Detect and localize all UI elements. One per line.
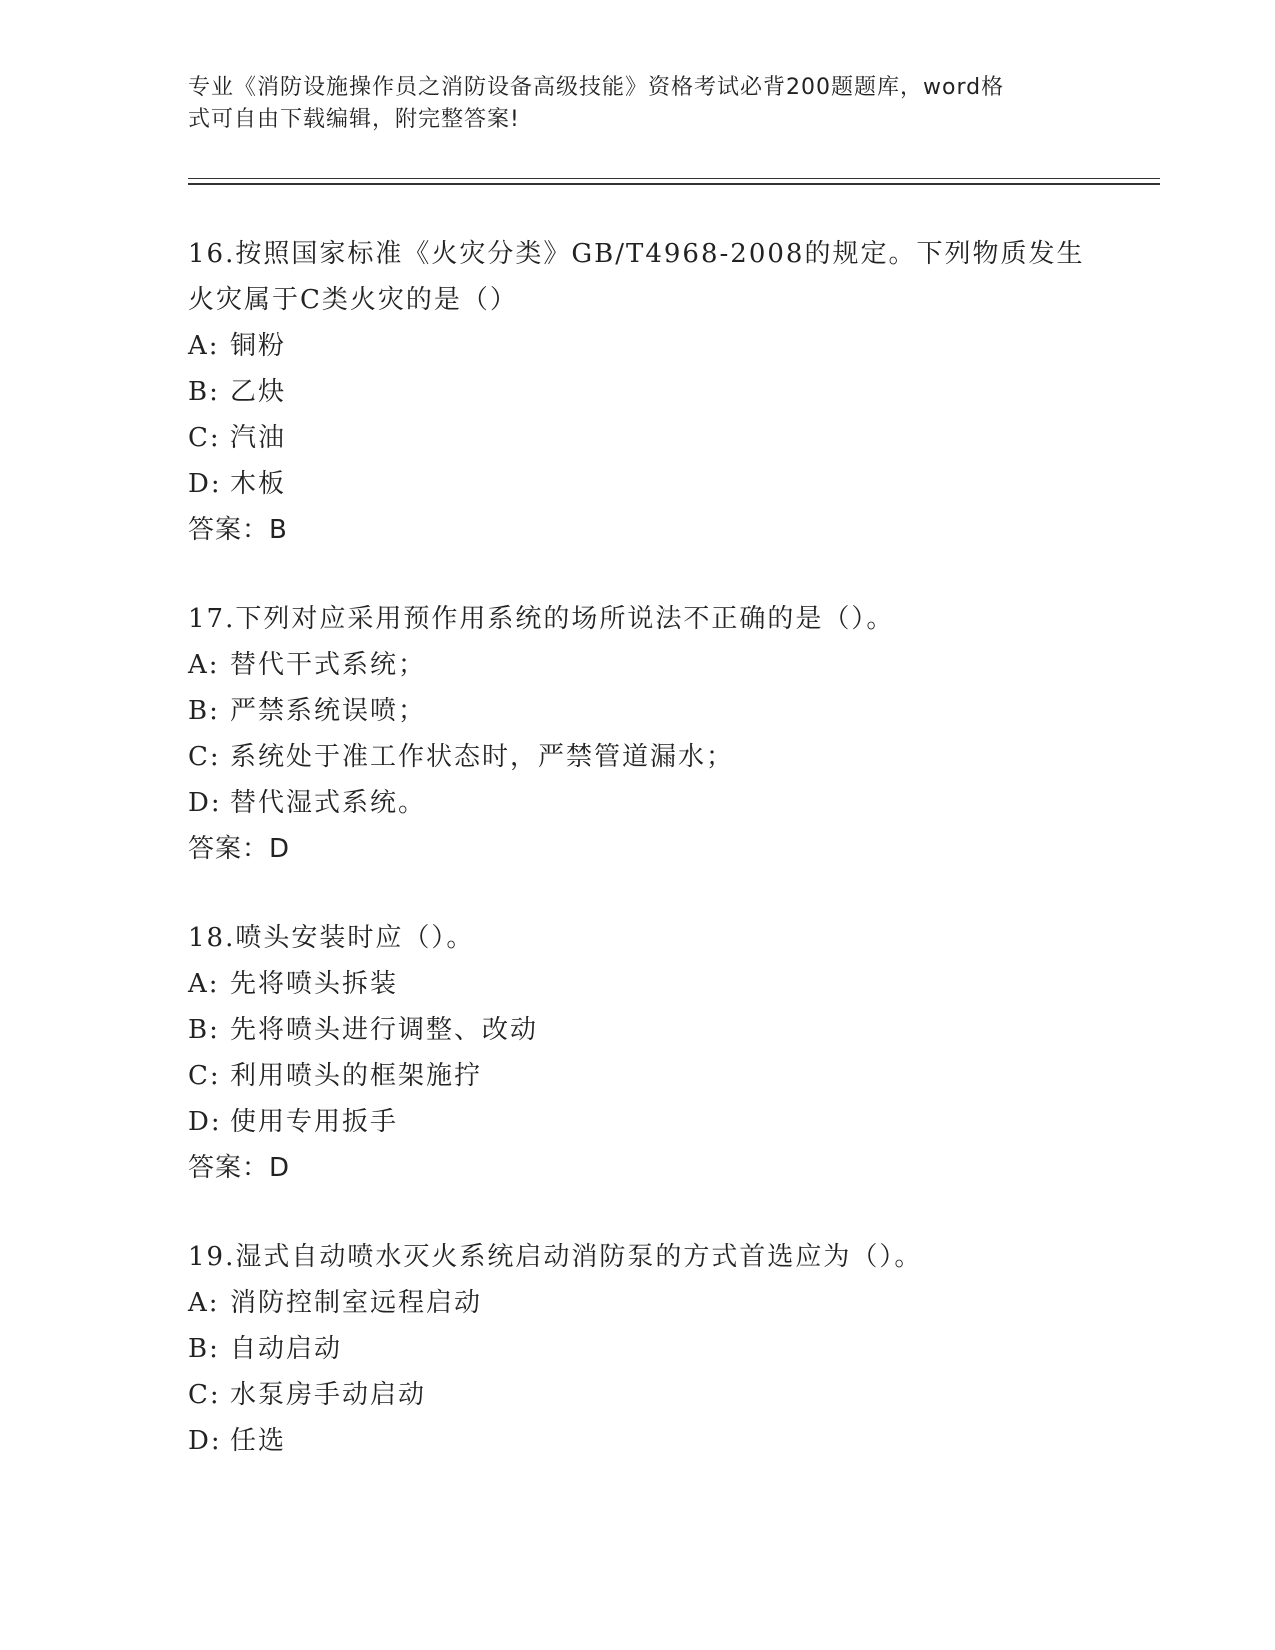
option-b bbox=[188, 1326, 1088, 1372]
question-stem-line-1: 19.湿式自动喷水灭火系统启动消防泵的方式首选应为（）。 bbox=[188, 1242, 923, 1272]
option-d bbox=[188, 1418, 1088, 1464]
option-letter: C: bbox=[188, 1061, 221, 1091]
option-letter: D: bbox=[188, 1426, 222, 1456]
answer-line: 答案：D bbox=[188, 1153, 291, 1183]
option-text: 乙炔 bbox=[230, 377, 287, 407]
option-b bbox=[188, 369, 1088, 415]
option-c bbox=[188, 734, 1088, 780]
header-rule-thick bbox=[188, 183, 1160, 185]
option-letter: A: bbox=[188, 331, 220, 361]
option-letter: A: bbox=[188, 650, 220, 680]
header-line-1: 专业《消防设施操作员之消防设备高级技能》资格考试必背200题题库，word格 bbox=[188, 75, 1005, 100]
option-letter: D: bbox=[188, 788, 222, 818]
option-letter: B: bbox=[188, 377, 220, 407]
option-text: 消防控制室远程启动 bbox=[230, 1288, 483, 1318]
option-text: 替代湿式系统。 bbox=[230, 788, 427, 818]
option-letter: B: bbox=[188, 1334, 220, 1364]
option-c bbox=[188, 415, 1088, 461]
question-stem-line-1: 17.下列对应采用预作用系统的场所说法不正确的是（）。 bbox=[188, 604, 895, 634]
option-letter: C: bbox=[188, 742, 221, 772]
answer-line: 答案：D bbox=[188, 834, 291, 864]
option-d bbox=[188, 780, 1088, 826]
option-text: 自动启动 bbox=[230, 1334, 343, 1364]
question-list bbox=[188, 231, 1088, 1507]
option-letter: B: bbox=[188, 1015, 220, 1045]
option-letter: D: bbox=[188, 469, 222, 499]
option-c bbox=[188, 1372, 1088, 1418]
option-text: 铜粉 bbox=[230, 331, 287, 361]
question-stem-line-1: 16.按照国家标准《火灾分类》GB/T4968-2008的规定。下列物质发生 bbox=[188, 239, 1085, 269]
option-text: 替代干式系统； bbox=[230, 650, 427, 680]
question-stem-line-1: 18.喷头安装时应（）。 bbox=[188, 923, 475, 953]
question-18 bbox=[188, 915, 1088, 1191]
option-letter: D: bbox=[188, 1107, 222, 1137]
option-d bbox=[188, 461, 1088, 507]
option-letter: A: bbox=[188, 1288, 220, 1318]
option-text: 先将喷头拆装 bbox=[230, 969, 399, 999]
option-b bbox=[188, 688, 1088, 734]
option-d bbox=[188, 1099, 1088, 1145]
option-text: 水泵房手动启动 bbox=[230, 1380, 427, 1410]
option-c bbox=[188, 1053, 1088, 1099]
option-letter: C: bbox=[188, 423, 221, 453]
option-text: 先将喷头进行调整、改动 bbox=[230, 1015, 539, 1045]
document-header bbox=[188, 72, 1078, 136]
option-text: 木板 bbox=[230, 469, 287, 499]
option-letter: A: bbox=[188, 969, 220, 999]
option-text: 使用专用扳手 bbox=[230, 1107, 399, 1137]
question-stem-line-2: 火灾属于C类火灾的是（） bbox=[188, 285, 518, 315]
option-letter: C: bbox=[188, 1380, 221, 1410]
option-letter: B: bbox=[188, 696, 220, 726]
question-17 bbox=[188, 596, 1088, 872]
option-a bbox=[188, 1280, 1088, 1326]
question-16 bbox=[188, 231, 1088, 553]
option-text: 严禁系统误喷； bbox=[230, 696, 427, 726]
question-19 bbox=[188, 1234, 1088, 1464]
option-text: 利用喷头的框架施拧 bbox=[230, 1061, 483, 1091]
option-text: 系统处于准工作状态时，严禁管道漏水； bbox=[230, 742, 735, 772]
option-b bbox=[188, 1007, 1088, 1053]
option-text: 任选 bbox=[230, 1426, 287, 1456]
header-line-2: 式可自由下载编辑，附完整答案! bbox=[188, 107, 520, 132]
header-rule-thin bbox=[188, 178, 1160, 179]
option-a bbox=[188, 961, 1088, 1007]
option-a bbox=[188, 642, 1088, 688]
option-text: 汽油 bbox=[230, 423, 287, 453]
answer-line: 答案：B bbox=[188, 515, 288, 545]
option-a bbox=[188, 323, 1088, 369]
